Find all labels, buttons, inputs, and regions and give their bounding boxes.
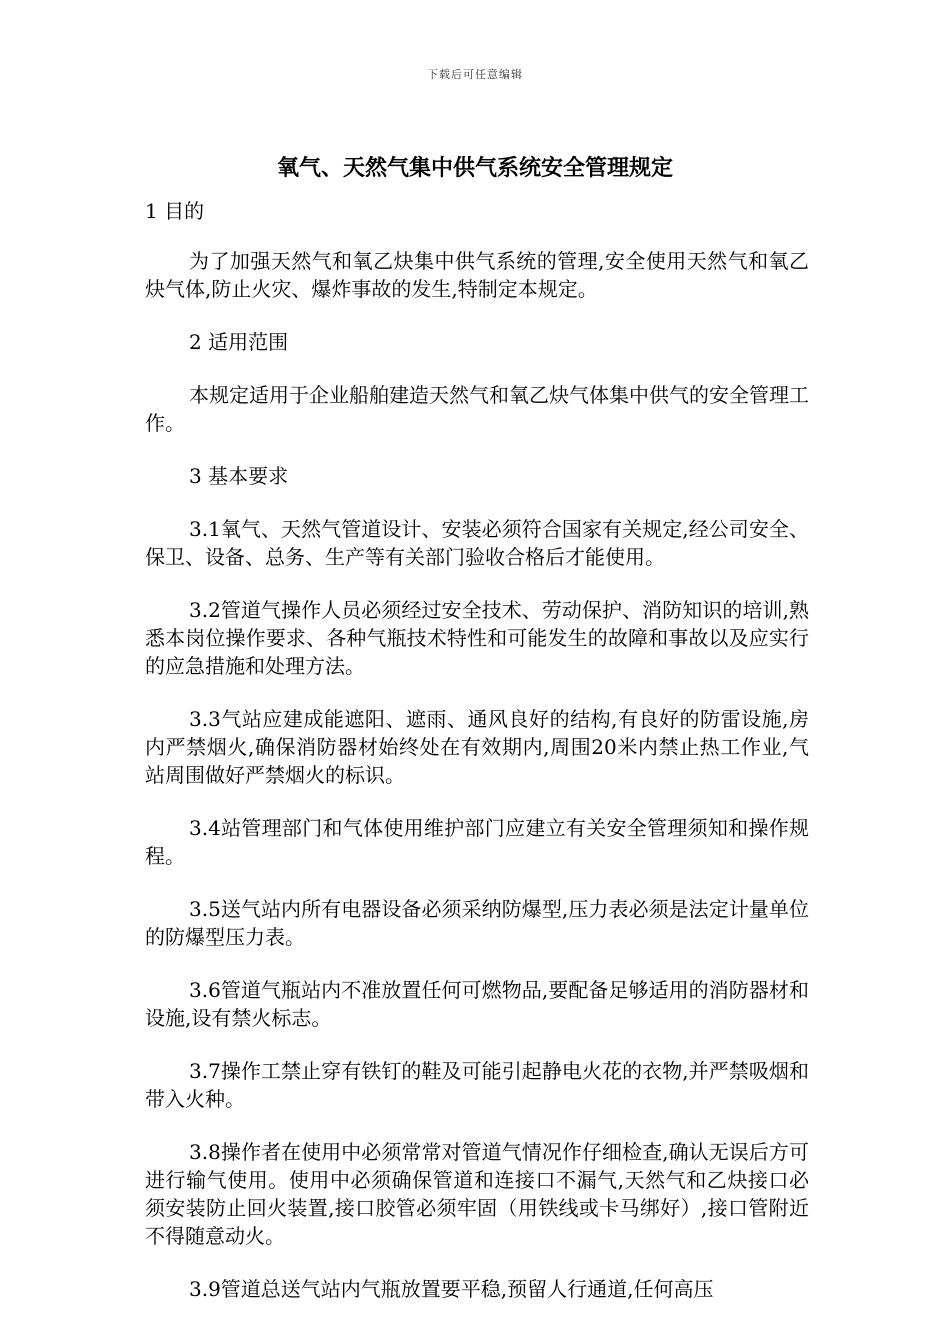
section-heading-requirements: 3 基本要求 [189,464,289,488]
paragraph-3-5: 3.5送气站内所有电器设备必须采纳防爆型,压力表必须是法定计量单位的防爆型压力表。 [145,897,809,949]
section-heading-purpose: 1 目的 [145,199,205,223]
paragraph-3-9: 3.9管道总送气站内气瓶放置要平稳,预留人行通道,任何高压 [189,1277,714,1301]
paragraph-scope: 本规定适用于企业船舶建造天然气和氧乙炔气体集中供气的安全管理工作。 [145,383,809,435]
document-body [145,197,809,1303]
document-title: 氧气、天然气集中供气系统安全管理规定 [276,155,673,181]
paragraph-3-7: 3.7操作工禁止穿有铁钉的鞋及可能引起静电火花的衣物,并严禁吸烟和带入火种。 [145,1059,809,1111]
paragraph-3-2: 3.2管道气操作人员必须经过安全技术、劳动保护、消防知识的培训,熟悉本岗位操作要求、各种气瓶技术特性和可能发生的故障和事故以及应实行的应急措施和处理方法。 [145,598,809,678]
section-heading-scope: 2 适用范围 [189,330,289,354]
paragraph-3-4: 3.4站管理部门和气体使用维护部门应建立有关安全管理须知和操作规程。 [145,816,809,868]
paragraph-purpose: 为了加强天然气和氧乙炔集中供气系统的管理,安全使用天然气和氧乙炔气体,防止火灾、爆炸事故的发生,特制定本规定。 [145,249,809,301]
paragraph-3-8: 3.8操作者在使用中必须常常对管道气情况作仔细检查,确认无误后方可进行输气使用。使用中必须确保管道和连接口不漏气,天然气和乙炔接口必须安装防止回火装置,接口胶管必须牢固（用铁线或卡马绑好）,接口管附近不得随意动火。 [145,1140,809,1248]
page-header: 下载后可任意编辑 [427,68,523,81]
paragraph-3-1: 3.1氧气、天然气管道设计、安装必须符合国家有关规定,经公司安全、保卫、设备、总务、生产等有关部门验收合格后才能使用。 [145,517,809,569]
paragraph-3-3: 3.3气站应建成能遮阳、遮雨、通风良好的结构,有良好的防雷设施,房内严禁烟火,确保消防器材始终处在有效期内,周围20米内禁止热工作业,气站周围做好严禁烟火的标识。 [145,707,809,787]
paragraph-3-6: 3.6管道气瓶站内不准放置任何可燃物品,要配备足够适用的消防器材和设施,设有禁火标志。 [145,978,809,1030]
